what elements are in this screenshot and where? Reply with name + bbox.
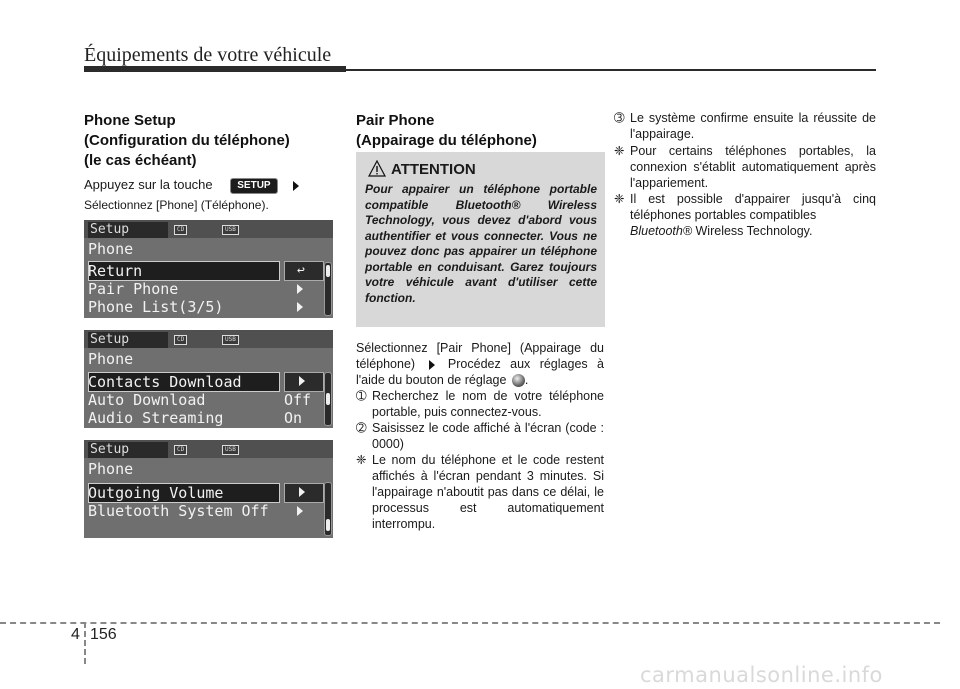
menu-item-phone-list[interactable]: Phone List(3/5) [88,298,224,316]
screen-tab-setup: Setup [88,332,168,348]
footer-divider [84,622,86,664]
scrollbar[interactable] [324,262,332,316]
chevron-right-icon [299,376,305,386]
arrow-right-icon [429,360,435,370]
step-1-text: Recherchez le nom de votre téléphone portable, puis connectez-vous. [372,389,604,419]
tune-knob-icon [512,374,525,387]
pair-phone-intro [356,340,604,388]
chevron-right-icon [297,302,303,312]
usb-icon: USB [222,335,239,345]
note-1-text: Pour certains téléphones portables, la connexion s'établit automatiquement après l'appariement. [630,144,876,190]
screen-tab-setup: Setup [88,222,168,238]
scrollbar[interactable] [324,372,332,426]
note-2-marker: ❈ [614,192,625,206]
chevron-right-icon [299,487,305,497]
note-2-text-c: Wireless Technology. [692,224,813,238]
attention-title: ATTENTION [391,161,476,178]
note-auto-connect [614,143,876,191]
usb-icon: USB [222,445,239,455]
note-five-phones [614,191,876,239]
return-button[interactable] [284,261,324,281]
setup-key-icon: SETUP [230,178,277,194]
step-2 [356,420,604,452]
scroll-thumb[interactable] [326,519,330,531]
header-bar [84,66,346,72]
menu-item-auto-download[interactable]: Auto Download [88,391,206,409]
usb-icon: USB [222,225,239,235]
warning-icon [368,160,386,178]
intro-text-a: Sélectionnez [Pair Phone] (Appairage du téléphone) [356,341,604,371]
pair-phone-heading: Pair Phone [356,112,435,129]
screen-subtitle: Phone [88,350,134,368]
phone-setup-heading: Phone Setup [84,112,176,129]
chapter-title: Équipements de votre véhicule [84,44,332,66]
step-2-text: Saisissez le code affiché à l'écran (code : 0000) [372,421,604,451]
step-1 [356,388,604,420]
step-3-text: Le système confirme ensuite la réussite de l'appairage. [630,111,876,141]
select-instruction: Sélectionnez [Phone] (Téléphone). [84,198,269,212]
attention-text: Pour appairer un téléphone portable compatible Bluetooth® Wireless Technology, vous devez d'abord vous authentifier et vous connecter. Vous ne pouvez donc pas appairer un téléphone portable en conduisant. Garez toujours votre véhicule avant d'utiliser cette fonction. [365,182,597,305]
intro-text-b: Procédez aux réglages à l'aide du bouton de réglage [356,357,605,387]
watermark: carmanualsonline.info [640,663,883,687]
menu-item-bluetooth-system-off[interactable]: Bluetooth System Off [88,502,269,520]
note-text: Le nom du téléphone et le code restent affichés à l'écran pendant 3 minutes. Si l'appairage n'aboutit pas dans ce délai, le processus est automatiquement interrompu. [372,453,604,531]
menu-item-audio-streaming[interactable]: Audio Streaming [88,409,224,427]
note-2-text [614,191,876,239]
menu-item-outgoing-volume[interactable]: Outgoing Volume [88,484,224,502]
arrow-right-icon [293,181,299,191]
step-3 [614,110,876,142]
scrollbar[interactable] [324,482,332,536]
audio-streaming-value: On [284,409,303,427]
note-1-marker: ❈ [614,144,625,158]
screen-phone-menu-3 [84,440,333,538]
note-timeout [356,452,604,532]
intro-text-c: . [524,373,529,387]
step-1-marker: ➀ [356,389,367,403]
menu-item-pair-phone[interactable]: Pair Phone [88,280,179,298]
phone-setup-subheading: (Configuration du téléphone) [84,132,290,149]
note-marker: ❈ [356,453,367,467]
pair-phone-subheading: (Appairage du téléphone) [356,132,537,149]
attention-box [356,152,605,327]
press-text: Appuyez sur la touche [84,177,213,192]
cd-icon: CD [174,445,187,455]
phone-setup-condition: (le cas échéant) [84,152,197,169]
screen-phone-menu-1 [84,220,333,318]
page-number: 156 [90,626,117,643]
step-2-marker: ➁ [356,421,367,435]
scroll-thumb[interactable] [326,265,330,277]
footer-rule [0,622,940,624]
return-icon: ↩ [297,263,305,278]
screen-subtitle: Phone [88,240,134,258]
menu-item-return[interactable]: Return [88,262,143,280]
cd-icon: CD [174,225,187,235]
step-3-marker: ➂ [614,111,625,125]
note-2-text-a: Il est possible d'appairer jusqu'à cinq téléphones portables compatibles [630,192,876,222]
screen-phone-menu-2 [84,330,333,428]
chapter-number: 4 [71,626,80,643]
screen-subtitle: Phone [88,460,134,478]
press-instruction [84,177,334,194]
auto-download-value: Off [284,391,312,409]
menu-item-contacts-download[interactable]: Contacts Download [88,373,242,391]
screen-tab-setup: Setup [88,442,168,458]
chevron-right-icon [297,506,303,516]
cd-icon: CD [174,335,187,345]
scroll-thumb[interactable] [326,393,330,405]
chevron-right-icon [297,284,303,294]
header-rule [346,69,876,71]
bluetooth-trademark: Bluetooth® [630,224,693,238]
